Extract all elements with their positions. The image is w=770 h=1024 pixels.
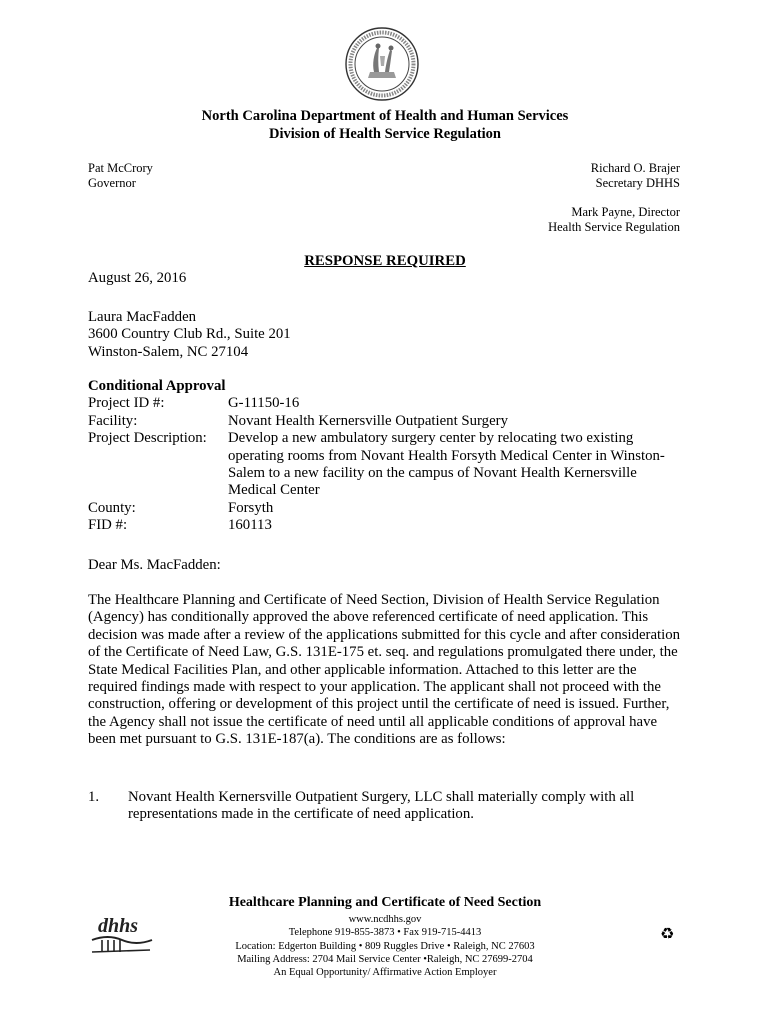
condition-item: [88, 789, 684, 824]
field-label: FID #:: [88, 517, 128, 534]
field-label: Project ID #:: [88, 395, 165, 412]
field-label: Facility:: [88, 412, 138, 429]
condition-number: 1.: [88, 789, 100, 805]
condition-row: [88, 789, 684, 824]
body-paragraph: The Healthcare Planning and Certificate of Need Section, Division of Health Service Regulation (Agency) has conditionally approved the above referenced certificate of need application. This decision was made after a review of the applications submitted for this cycle and after consideration of the Certificate of Need Law, G.S. 131E-175 et. seq. and regulations promulgated there under, the State Medical Facilities Plan, and other applicable information. Attached to this letter are the required findings made with respect to your application. The applicant shall not proceed with the construction, offering or development of this project until the certificate of need is issued. Further, the Agency shall not issue the certificate of need until all applicable conditions of approval have been met pursuant to G.S. 131E-187(a). The conditions are as follows:: [88, 592, 681, 748]
field-project-id: [88, 395, 684, 412]
field-fid: [88, 517, 684, 534]
condition-text: Novant Health Kernersville Outpatient Surgery, LLC shall materially comply with all representations made in the certificate of need application.: [128, 789, 635, 823]
footer-contact: [0, 913, 770, 979]
approval-heading: Conditional Approval: [88, 378, 226, 394]
recycle-icon: ♻: [660, 924, 675, 943]
field-label: County:: [88, 499, 136, 516]
field-value: 160113: [228, 517, 272, 534]
recipient-address: [88, 309, 291, 361]
field-county: [88, 500, 684, 517]
division-name: Division of Health Service Regulation: [269, 126, 501, 142]
director-title: Health Service Regulation: [548, 220, 680, 234]
response-required-notice: RESPONSE REQUIRED: [304, 253, 466, 269]
footer-phone-fax: Telephone 919-855-3873 • Fax 919-715-4413: [288, 927, 482, 939]
director-name: Mark Payne, Director: [571, 205, 680, 219]
governor-title: Governor: [88, 176, 136, 190]
recipient-address-line1: 3600 Country Club Rd., Suite 201: [88, 326, 291, 343]
footer-section-name: Healthcare Planning and Certificate of Need Section: [228, 895, 542, 910]
field-value: Develop a new ambulatory surgery center by relocating two existing operating rooms from Novant Health Forsyth Medical Center in Winston-Salem to a new facility on the campus of Novant Health Kernersville Medical Center: [228, 430, 665, 499]
salutation: Dear Ms. MacFadden:: [88, 557, 221, 573]
state-seal-image: [344, 26, 420, 102]
field-label: Project Description:: [88, 430, 207, 447]
footer-website: www.ncdhhs.gov: [348, 914, 422, 925]
footer-eoe-statement: An Equal Opportunity/ Affirmative Action Employer: [273, 967, 497, 979]
governor-block: [88, 161, 153, 191]
governor-name: Pat McCrory: [88, 161, 153, 175]
recipient-address-line2: Winston-Salem, NC 27104: [88, 343, 249, 360]
secretary-name: Richard O. Brajer: [590, 161, 680, 175]
secretary-block: [591, 161, 680, 191]
field-project-description: [88, 430, 684, 500]
approval-block: [88, 378, 684, 535]
field-facility: [88, 413, 684, 430]
footer-mailing-address: Mailing Address: 2704 Mail Service Center •Raleigh, NC 27699-2704: [237, 953, 533, 965]
recipient-name: Laura MacFadden: [88, 309, 197, 325]
field-value: Forsyth: [228, 499, 274, 516]
director-block: [548, 205, 680, 235]
field-value: Novant Health Kernersville Outpatient Surgery: [228, 412, 508, 429]
footer-location: Location: Edgerton Building • 809 Ruggles Drive • Raleigh, NC 27603: [235, 940, 535, 952]
secretary-title: Secretary DHHS: [595, 176, 680, 190]
letter-date: August 26, 2016: [88, 270, 187, 286]
department-name: North Carolina Department of Health and Human Services: [201, 108, 569, 124]
field-value: G-11150-16: [228, 395, 300, 412]
dhhs-logo-lettering: dhhs: [98, 915, 139, 937]
